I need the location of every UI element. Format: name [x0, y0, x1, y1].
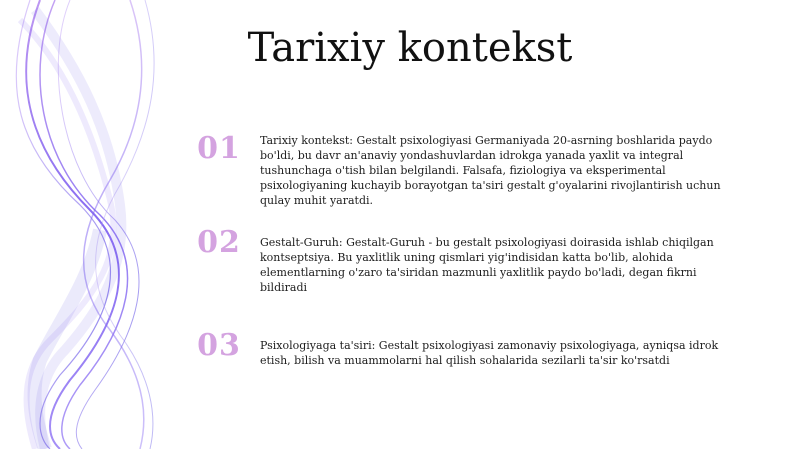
item-number: 02 — [197, 225, 241, 260]
item-text: Tarixiy kontekst: Gestalt psixologiyasi Germaniyada 20-asrning boshlarida paydo bo'ldi, bu davr an'anaviy yondashuvlardan idrokga yanada yaxlit va integral tushunchaga o'tish bilan belgilandi. Falsafa, fiziologiya va eksperimental psixologiyaning kuchayib borayotgan ta'siri gestalt g'oyalarini rivojlantirish uchun qulay muhit yaratdi. — [260, 134, 721, 207]
decorative-smoke-waves — [0, 0, 200, 449]
list-item — [196, 225, 736, 315]
item-text: Gestalt-Guruh: Gestalt-Guruh - bu gestalt psixologiyasi doirasida ishlab chiqilgan kontseptsiya. Bu yaxlitlik uning qismlari yig'indisidan katta bo'lib, alohida elementlarning o'zaro ta'siridan mazmunli yaxlitlik paydo bo'ladi, degan fikrni bildiradi — [260, 236, 714, 294]
item-number: 03 — [197, 328, 241, 363]
item-number: 01 — [197, 131, 241, 166]
list-item — [196, 131, 736, 221]
slide-title: Tarixiy kontekst — [247, 25, 573, 71]
item-text: Psixologiyaga ta'siri: Gestalt psixologiyasi zamonaviy psixologiyaga, ayniqsa idrok etish, bilish va muammolarni hal qilish sohalarida sezilarli ta'sir ko'rsatdi — [260, 339, 719, 367]
list-item — [196, 328, 736, 418]
